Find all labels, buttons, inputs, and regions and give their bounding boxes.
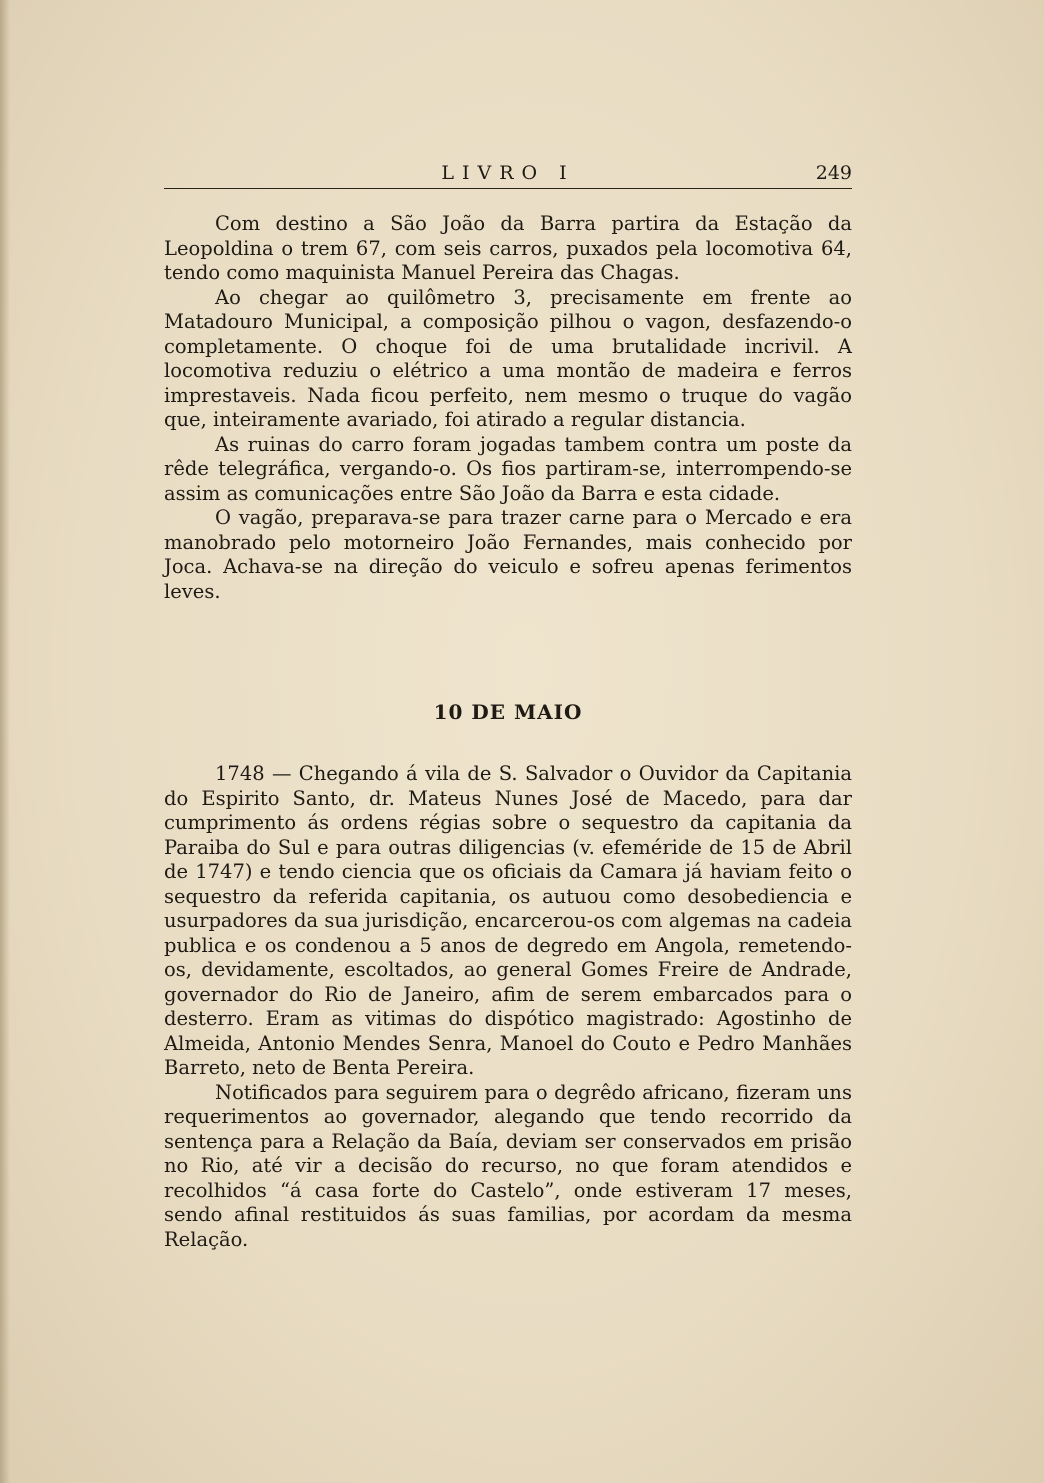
paragraph: As ruinas do carro foram jogadas tambem contra um poste da rêde telegráfica, vergando-o. Os fios partiram-se, interrompendo-se assim as comunicações entre São João da Barra e esta cidade. <box>164 432 852 505</box>
paragraph: Com destino a São João da Barra partira da Estação da Leopoldina o trem 67, com seis carros, puxados pela locomotiva 64, tendo como maquinista Manuel Pereira das Chagas. <box>164 212 852 284</box>
paragraph: Ao chegar ao quilômetro 3, precisamente em frente ao Matadouro Municipal, a composição pilhou o vagon, desfazendo-o completamente. O choque foi de uma brutalidade incrivil. A locomotiva reduziu o elétrico a uma montão de madeira e ferros imprestaveis. Nada ficou perfeito, nem mesmo o truque do vagão que, inteiramente avariado, foi atirado a regular distancia. <box>164 285 852 431</box>
page-edge-shadow <box>0 0 10 1483</box>
paragraph: O vagão, preparava-se para trazer carne para o Mercado e era manobrado pelo motorneiro João Fernandes, mais conhecido por Joca. Achava-se na direção do veiculo e sofreu apenas ferimentos leves. <box>164 506 852 603</box>
section-one-body <box>164 212 852 604</box>
section-heading: 10 DE MAIO <box>433 700 583 724</box>
section-two-body <box>164 762 852 1252</box>
running-title: LIVRO I <box>441 162 575 184</box>
running-header <box>164 160 852 189</box>
paragraph: Notificados para seguirem para o degrêdo africano, fizeram uns requerimentos ao governador, alegando que tendo recorrido da sentença para a Relação da Baía, deviam ser conservados em prisão no Rio, até vir a decisão do recurso, no que foram atendidos e recolhidos “á casa forte do Castelo”, onde estiveram 17 meses, sendo afinal restituidos ás suas familias, por acordam da mesma Relação. <box>164 1080 852 1251</box>
paragraph: 1748 — Chegando á vila de S. Salvador o Ouvidor da Capitania do Espirito Santo, dr. Mateus Nunes José de Macedo, para dar cumprimento ás ordens régias sobre o sequestro da capitania da Paraiba do Sul e para outras diligencias (v. efeméride de 15 de Abril de 1747) e tendo ciencia que os oficiais da Camara já haviam feito o sequestro da referida capitania, os autuou como desobediencia e usurpadores da sua jurisdição, encarcerou-os com algemas na cadeia publica e os condenou a 5 anos de degredo em Angola, remetendo-os, devidamente, escoltados, ao general Gomes Freire de Andrade, governador do Rio de Janeiro, afim de serem embarcados para o desterro. Eram as vitimas do dispótico magistrado: Agostinho de Almeida, Antonio Mendes Senra, Manoel do Couto e Pedro Manhães Barreto, neto de Benta Pereira. <box>164 762 852 1079</box>
page-number: 249 <box>815 162 852 184</box>
